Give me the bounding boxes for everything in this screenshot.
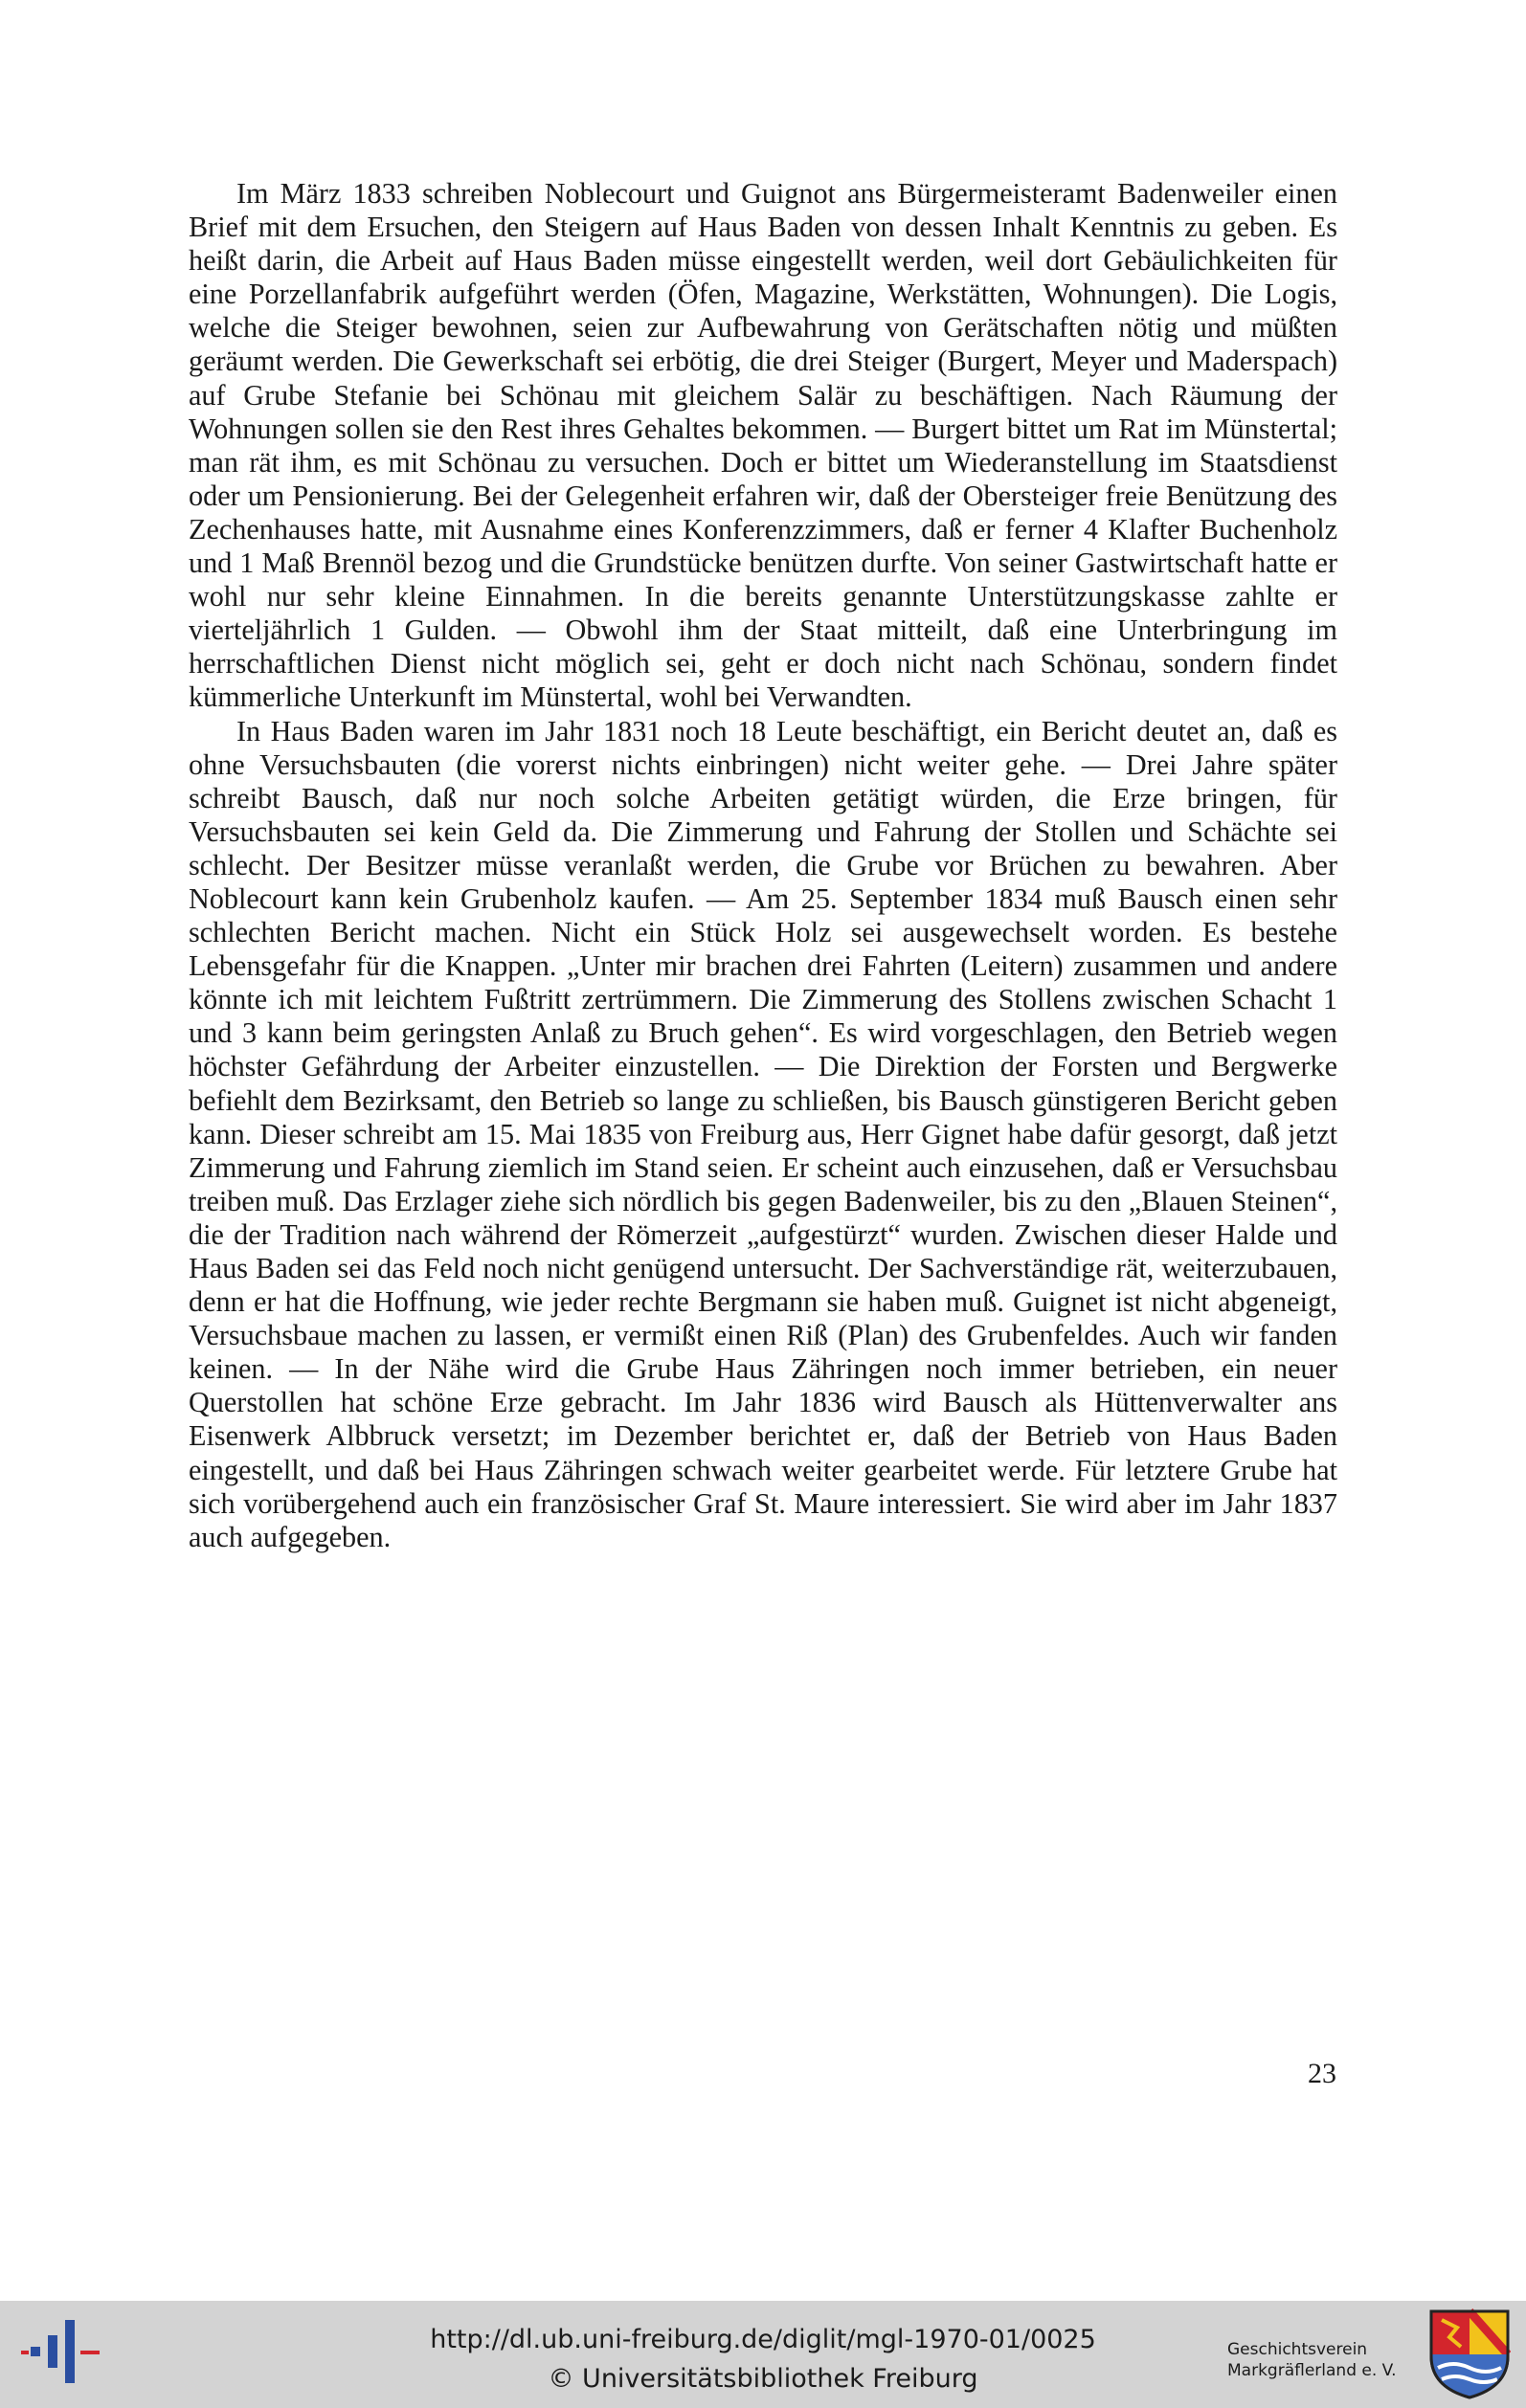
paragraph-1: Im März 1833 schreiben Noblecourt und Guignot ans Bürgermeisteramt Badenweiler einen Brief mit dem Ersuchen, den Steigern auf Haus Baden von dessen Inhalt Kenntnis zu geben. Es heißt darin, die Arbeit auf Haus Baden müsse eingestellt werden, weil dort Gebäulichkeiten für eine Porzellanfabrik aufgeführt werden (Öfen, Magazine, Werkstätten, Wohnungen). Die Logis, welche die Steiger bewohnen, seien zur Aufbewahrung von Gerätschaften nötig und müßten geräumt werden. Die Gewerkschaft sei erbötig, die drei Steiger (Burgert, Meyer und Maderspach) auf Grube Stefanie bei Schönau mit gleichem Salär zu beschäftigen. Nach Räumung der Wohnungen sollen sie den Rest ihres Gehaltes bekommen. — Burgert bittet um Rat im Münstertal; man rät ihm, es mit Schönau zu versuchen. Doch er bittet um Wiederanstellung im Staatsdienst oder um Pensionierung. Bei der Gelegenheit erfahren wir, daß der Obersteiger freie Benützung des Zechenhauses hatte, mit Ausnahme eines Konferenzzimmers, daß er ferner 4 Klafter Buchenholz und 1 Maß Brennöl bezog und die Grundstücke benützen durfte. Von seiner Gastwirtschaft hatte er wohl nur sehr kleine Einnahmen. In die bereits genannte Unterstützungskasse zahlte er vierteljährlich 1 Gulden. — Obwohl ihm der Staat mitteilt, daß eine Unterbringung im herrschaftlichen Dienst nicht möglich sei, geht er doch nicht nach Schönau, sondern findet kümmerliche Unterkunft im Münstertal, wohl bei Verwandten. — [189, 177, 1337, 714]
footer-copyright: © Universitätsbibliothek Freiburg — [548, 2364, 978, 2394]
footer-bar — [0, 2301, 1526, 2408]
main-text — [189, 177, 1337, 1554]
society-name — [1227, 2339, 1398, 2381]
society-name-line-2: Markgräflerland e. V. — [1227, 2361, 1397, 2380]
page-number: 23 — [1308, 2058, 1336, 2089]
paragraph-2: In Haus Baden waren im Jahr 1831 noch 18 Leute beschäftigt, ein Bericht deutet an, daß es ohne Versuchsbauten (die vorerst nichts einbringen) nicht weiter gehe. — Drei Jahre später schreibt Bausch, daß nur noch solche Arbeiten getätigt würden, die Erze bringen, für Versuchsbauten sei kein Geld da. Die Zimmerung und Fahrung der Stollen und Schächte sei schlecht. Der Besitzer müsse veranlaßt werden, die Grube vor Brüchen zu bewahren. Aber Noblecourt kann kein Grubenholz kaufen. — Am 25. September 1834 muß Bausch einen sehr schlechten Bericht machen. Nicht ein Stück Holz sei ausgewechselt worden. Es bestehe Lebensgefahr für die Knappen. „Unter mir brachen drei Fahrten (Leitern) zusammen und andere könnte ich mit leichtem Fußtritt zertrümmern. Die Zimmerung des Stollens zwischen Schacht 1 und 3 kann beim geringsten Anlaß zu Bruch gehen“. Es wird vorgeschlagen, den Betrieb wegen höchster Gefährdung der Arbeiter einzustellen. — Die Direktion der Forsten und Bergwerke befiehlt dem Bezirksamt, den Betrieb so lange zu schließen, bis Bausch günstigeren Bericht geben kann. Dieser schreibt am 15. Mai 1835 von Freiburg aus, Herr Gignet habe dafür gesorgt, daß jetzt Zimmerung und Fahrung ziemlich im Stand seien. Er scheint auch einzusehen, daß er Versuchsbau treiben muß. Das Erzlager ziehe sich nördlich bis gegen Badenweiler, bis zu den „Blauen Steinen“, die der Tradition nach während der Römerzeit „aufgestürzt“ wurden. Zwischen dieser Halde und Haus Baden sei das Feld noch nicht genügend untersucht. Der Sachverständige rät, weiterzubauen, denn er hat die Hoffnung, wie jeder rechte Bergmann sie haben muß. Guignet ist nicht abgeneigt, Versuchsbaue machen zu lassen, er vermißt einen Riß (Plan) des Grubenfeldes. Auch wir fanden keinen. — In der Nähe wird die Grube Haus Zähringen noch immer betrieben, ein neuer Querstollen hat schöne Erze gebracht. Im Jahr 1836 wird Bausch als Hüttenverwalter ans Eisenwerk Albbruck versetzt; im Dezember berichtet er, daß der Betrieb von Haus Baden eingestellt, und daß bei Haus Zähringen schwach weiter gearbeitet werde. Für letztere Grube hat sich vorübergehend auch ein französischer Graf St. Maure interessiert. Sie wird aber im Jahr 1837 auch aufgegeben. — [189, 714, 1337, 1553]
footer-url[interactable]: http://dl.ub.uni-freiburg.de/diglit/mgl-1970-01/0025 — [430, 2325, 1096, 2354]
society-name-line-1: Geschichtsverein — [1227, 2340, 1368, 2359]
society-crest-icon — [1428, 2308, 1511, 2400]
